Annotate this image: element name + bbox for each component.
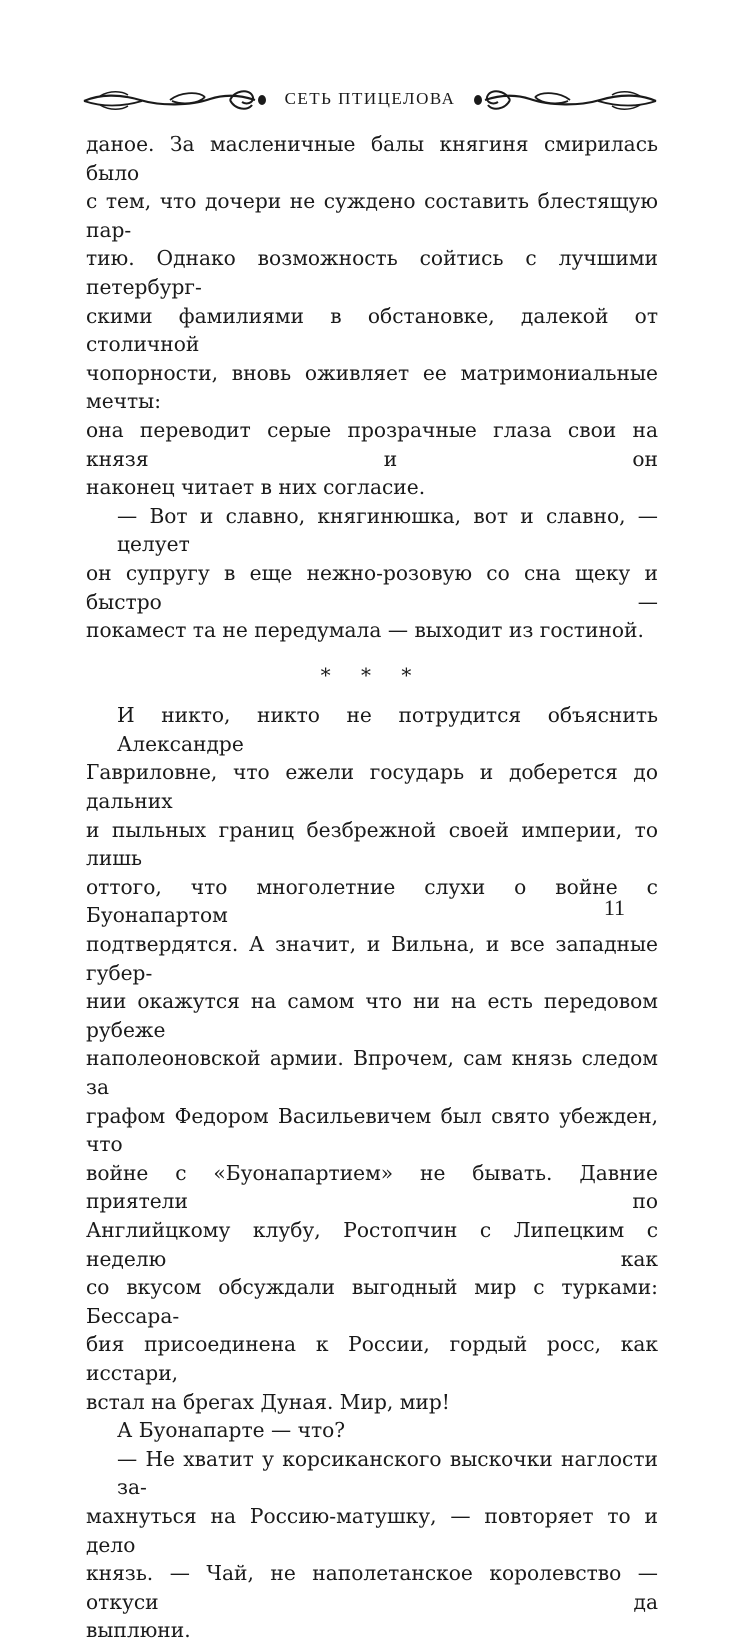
text-line: покамест та не передумала — выходит из гостиной. [86, 618, 644, 643]
text-line: со вкусом обсуждали выгодный мир с турками: Бессара- [86, 1275, 658, 1328]
paragraph [86, 502, 658, 645]
text-line: князь. — Чай, не наполетанское королевство — откуси да [86, 1561, 658, 1614]
page-number: 11 [603, 895, 625, 920]
text-line: встал на брегах Дуная. Мир, мир! [86, 1389, 450, 1414]
text-line: наконец читает в них согласие. [86, 475, 426, 500]
text-line: бия присоединена к России, гордый росс, как исстари, [86, 1332, 658, 1385]
text-line: Английцкому клубу, Ростопчин с Липецким с неделю как [86, 1217, 658, 1271]
section-separator: * * * [320, 662, 424, 687]
ornament-right-icon [472, 86, 660, 114]
text-line: махнуться на Россию-матушку, — повторяет то и дело [86, 1503, 658, 1557]
text-line: подтвердятся. А значит, и Вильна, и все западные губер- [86, 932, 658, 985]
text-line: чопорности, вновь оживляет ее матримониальные мечты: [86, 360, 658, 414]
text-line: с тем, что дочери не суждено составить блестящую пар- [86, 189, 658, 242]
text-line: нии окажутся на самом что ни на есть передовом рубеже [86, 989, 658, 1042]
text-line: выплюни. [86, 1618, 191, 1643]
text-line: войне с «Буонапартием» не бывать. Давние приятели по [86, 1160, 658, 1214]
text-line: даное. За масленичные балы княгиня смирилась было [86, 132, 658, 185]
text-line: он супругу в еще нежно-розовую со сна щеку и быстро — [86, 560, 658, 614]
text-line: она переводит серые прозрачные глаза свои на князя и он [86, 417, 658, 471]
text-line: скими фамилиями в обстановке, далекой от столичной [86, 303, 658, 357]
header-title: СЕТЬ ПТИЦЕЛОВА [284, 89, 456, 108]
text-line: и пыльных границ безбрежной своей империи, то лишь [86, 817, 658, 871]
text-line: — Не хватит у корсиканского выскочки наглости за- [117, 1446, 658, 1500]
text-line: оттого, что многолетние слухи о войне с Буонапартом [86, 874, 658, 928]
running-header [80, 86, 660, 114]
text-line: — Вот и славно, княгинюшка, вот и славно, — целует [117, 503, 658, 557]
text-line: наполеоновской армии. Впрочем, сам князь следом за [86, 1046, 658, 1099]
text-line: И никто, никто не потрудится объяснить Александре [117, 703, 658, 756]
paragraph [86, 1445, 658, 1645]
text-line: А Буонапарте — что? [117, 1418, 346, 1443]
page-body [86, 130, 658, 1645]
text-line: тию. Однако возможность сойтись с лучшими петербург- [86, 246, 658, 299]
paragraph [86, 130, 658, 502]
text-line: графом Федором Васильевичем был свято убежден, что [86, 1103, 658, 1157]
paragraph [86, 1416, 658, 1445]
paragraph [86, 701, 658, 1416]
text-line: Гавриловне, что ежели государь и доберется до дальних [86, 760, 658, 814]
